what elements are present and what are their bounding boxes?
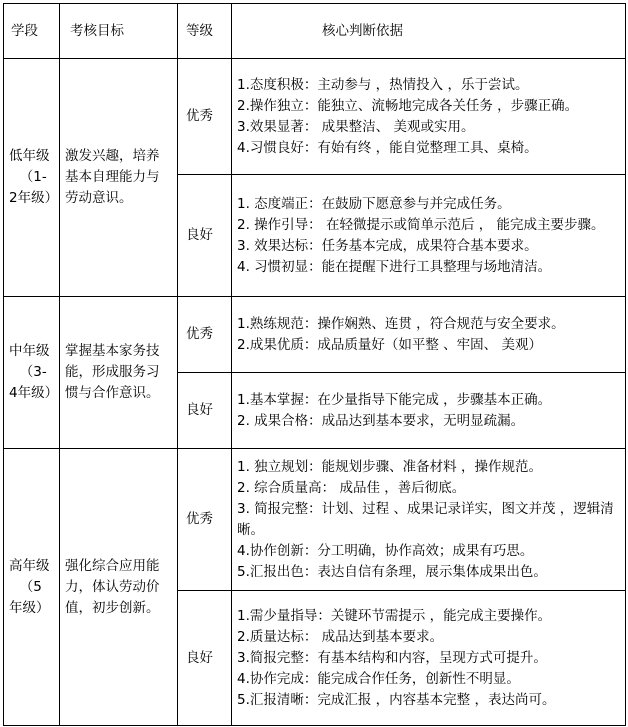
basis-cell: [232, 373, 626, 449]
goal-cell-low: 激发兴趣，培养基本自理能力与劳动意识。: [60, 59, 178, 297]
header-row: [4, 4, 626, 59]
stage-range: （5年级）: [9, 578, 50, 616]
level-cell: 良好: [178, 591, 232, 726]
level-cell: 优秀: [178, 297, 232, 373]
stage-name: 中年级: [9, 343, 50, 359]
stage-cell-low: [4, 59, 60, 297]
header-goal: 考核目标: [60, 4, 178, 59]
basis-item: 2.质量达标： 成品达到基本要求。: [237, 628, 444, 645]
stage-cell-high: [4, 449, 60, 726]
basis-item: 3. 效果达标：任务基本完成，成果符合基本要求。: [237, 237, 538, 254]
stage-name: 低年级: [9, 148, 50, 164]
level-cell: 良好: [178, 175, 232, 297]
basis-item: 1.基本掌握：在少量指导下能完成 ，步骤基本正确。: [237, 391, 552, 408]
basis-item: 4.协作创新：分工明确，协作高效；成果有巧思。: [237, 542, 534, 559]
basis-item: 3. 简报完整：计划、过程 、成果记录详实，图文并茂 ，逻辑清晰。: [237, 500, 614, 538]
evaluation-table: [3, 3, 626, 726]
basis-item: 2.成果优质：成品质量好（如平整 、牢固、 美观）: [237, 336, 542, 353]
basis-item: 1.熟练规范：操作娴熟、连贯 ，符合规范与安全要求。: [237, 315, 565, 332]
stage-cell-mid: [4, 297, 60, 449]
basis-item: 3.简报完整：有基本结构和内容，呈现方式可提升。: [237, 649, 547, 666]
goal-cell-high: 强化综合应用能力，体认劳动价值，初步创新。: [60, 449, 178, 726]
stage-range: （1-2年级）: [9, 169, 59, 206]
stage-name: 高年级: [9, 557, 50, 574]
basis-cell: [232, 449, 626, 591]
basis-item: 1. 独立规划：能规划步骤、准备材料 ，操作规范。: [237, 458, 542, 475]
basis-item: 4. 习惯初显：能在提醒下进行工具整理与场地清洁。: [237, 258, 552, 275]
level-cell: 优秀: [178, 449, 232, 591]
basis-item: 2.操作独立：能独立、流畅地完成各关任务 ，步骤正确。: [237, 97, 579, 114]
basis-item: 4.习惯良好：有始有终 ，能自觉整理工具、桌椅。: [237, 139, 538, 156]
stage-range: （3-4年级）: [9, 364, 59, 401]
level-cell: 优秀: [178, 59, 232, 175]
header-basis: 核心判断依据: [232, 4, 626, 59]
basis-item: 5.汇报清晰：完成汇报 ，内容基本完整 ，表达尚可。: [237, 691, 556, 708]
table-row: [4, 59, 626, 175]
basis-cell: [232, 175, 626, 297]
basis-cell: [232, 59, 626, 175]
basis-item: 3.效果显著： 成果整洁、 美观或实用。: [237, 118, 475, 135]
basis-cell: [232, 297, 626, 373]
basis-cell: [232, 591, 626, 726]
header-stage: 学段: [4, 4, 60, 59]
basis-item: 1. 态度端正：在鼓励下愿意参与并完成任务。: [237, 195, 511, 212]
header-level: 等级: [178, 4, 232, 59]
basis-item: 5.汇报出色：表达自信有条理，展示集体成果出色。: [237, 563, 547, 580]
goal-cell-mid: 掌握基本家务技能，形成服务习惯与合作意识。: [60, 297, 178, 449]
basis-item: 4.协作完成：能完成合作任务，创新性不明显。: [237, 670, 520, 687]
basis-item: 2. 综合质量高： 成品佳 ，善后彻底。: [237, 479, 466, 496]
table-row: [4, 449, 626, 591]
table-row: [4, 297, 626, 373]
basis-item: 1.态度积极：主动参与 ，热情投入 ，乐于尝试。: [237, 76, 529, 93]
basis-item: 2. 成果合格：成品达到基本要求，无明显疏漏。: [237, 412, 525, 429]
level-cell: 良好: [178, 373, 232, 449]
basis-item: 2. 操作引导： 在轻微提示或简单示范后 ， 能完成主要步骤。: [237, 216, 605, 233]
basis-item: 1.需少量指导：关键环节需提示 ，能完成主要操作。: [237, 607, 552, 624]
